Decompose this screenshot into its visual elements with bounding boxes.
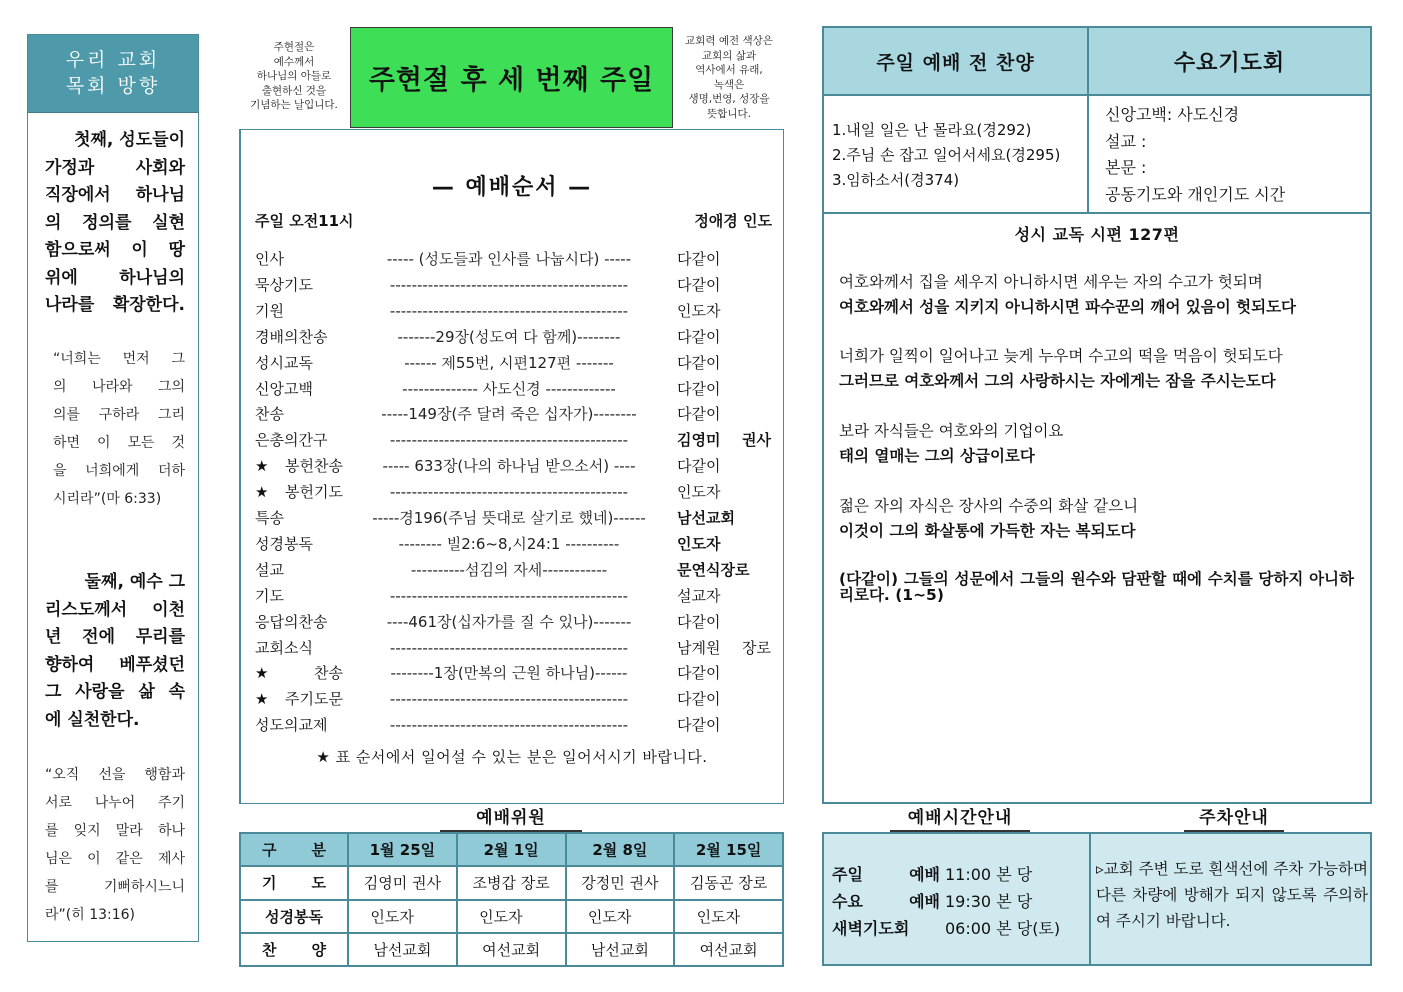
direction-second (45, 569, 185, 734)
text-line: 주현절은 (273, 41, 315, 53)
order-item-leader: 김영미 권사 (677, 431, 771, 450)
cell-text: 인도자 (696, 907, 741, 926)
heading-line: 목회 방향 (65, 75, 161, 97)
psalm-line: 이것이 그의 화살통에 가득한 자는 복되도다 (839, 522, 1136, 540)
order-item-name: 신앙고백 (255, 379, 313, 398)
text-line: 나라를 확장한다. (45, 295, 185, 315)
schedule-time: 11:00 본 당 (945, 865, 1033, 884)
order-of-worship (239, 129, 784, 804)
psalm-line: 여호와께서 성을 지키지 아니하시면 파수꾼의 깨어 있음이 헛되도다 (839, 298, 1297, 316)
church-direction-heading (28, 35, 198, 113)
table-header-cell (240, 833, 348, 866)
text-line: 의 정의를 실현 (45, 212, 185, 233)
right-panel (822, 26, 1372, 804)
text-line: 라”(히 13:16) (45, 907, 136, 923)
text-line: 리스도께서 이천 (45, 599, 185, 620)
order-item-detail: -----경196(주님 뜻대로 살기로 했네)------ (372, 509, 646, 527)
text-line: 를 잊지 말라 하나 (45, 823, 185, 839)
order-row (255, 246, 775, 272)
divider (1089, 834, 1091, 964)
order-item-detail: -------------------------------------------- (389, 690, 629, 709)
order-row (255, 401, 775, 427)
table-row (240, 866, 783, 899)
table-cell (674, 900, 783, 933)
order-item-name: 성도의교제 (255, 716, 328, 735)
order-row (255, 531, 775, 557)
table-cell: 여선교회 (457, 933, 566, 966)
order-item-leader: 다같이 (677, 405, 721, 424)
heading-line: 우리 교회 (65, 49, 161, 71)
wednesday-prayer-heading: 수요기도회 (1089, 28, 1370, 96)
schedule-row (832, 915, 1060, 942)
table-cell: 김동곤 장로 (674, 866, 783, 899)
table-row (240, 933, 783, 966)
table-header-cell: 1월 25일 (348, 833, 457, 866)
order-row (255, 557, 775, 583)
order-row (255, 479, 775, 505)
order-item-detail: ----------섬김의 자세------------ (410, 560, 608, 579)
order-item-name: 기원 (255, 301, 284, 320)
order-row (255, 324, 775, 350)
table-cell (348, 900, 457, 933)
pre-service-hymn-list (824, 96, 1089, 214)
order-row (255, 427, 775, 453)
order-item-leader: 다같이 (677, 612, 721, 631)
text-line: 기념하는 날입니다. (250, 99, 338, 111)
order-item-detail: -------------------------------------------- (389, 716, 629, 735)
schedule-time: 06:00 본 당(토) (945, 919, 1061, 938)
row-header: 성경봉독 (240, 900, 348, 933)
text-line: 시리라”(마 6:33) (53, 491, 162, 507)
order-title: — 예배순서 — (431, 175, 593, 200)
order-row (255, 583, 775, 609)
order-item-detail: -------------------------------------------- (389, 301, 629, 320)
order-row (255, 453, 775, 479)
order-meta (255, 210, 772, 231)
schedule-title: 예배시간안내 (890, 806, 1030, 832)
row-header (240, 866, 348, 899)
quote-hebrews (45, 761, 185, 929)
order-item-detail: ------ 제55번, 시편127편 ------- (404, 353, 614, 372)
table-header-cell: 2월 8일 (566, 833, 675, 866)
order-item-leader: 다같이 (677, 275, 721, 294)
order-row (255, 635, 775, 661)
order-item-leader: 다같이 (677, 250, 721, 268)
text-line: 직장에서 하나님 (45, 185, 185, 205)
order-item-detail: --------1장(만복의 근원 하나님)------ (390, 664, 628, 683)
table-cell: 남선교회 (566, 933, 675, 966)
direction-first (45, 127, 185, 320)
table-row (240, 900, 783, 933)
parking-title: 주차안내 (1184, 806, 1284, 832)
psalm-line: 여호와께서 집을 세우지 아니하시면 세우는 자의 수고가 헛되며 (839, 273, 1263, 291)
schedule-name: 주일 예배 (832, 865, 940, 884)
order-row (255, 376, 775, 402)
text-line: 가정과 사회와 (45, 157, 185, 178)
order-item-detail: ----- (성도들과 인사를 나눕시다) ----- (386, 250, 632, 268)
order-item-name: 성시교독 (255, 353, 313, 372)
order-item-leader: 설교자 (677, 586, 721, 605)
text-line: 출현하신 것을 (261, 84, 327, 97)
pre-service-hymn-heading: 주일 예배 전 찬양 (824, 28, 1089, 96)
order-item-detail: -------------------------------------------- (389, 638, 629, 657)
table-header-cell: 2월 1일 (457, 833, 566, 866)
text-line: 를 기뻐하시느니 (45, 879, 185, 895)
order-item-leader: 다같이 (677, 327, 721, 346)
list-item: 본문 : (1105, 158, 1147, 177)
order-item-name: 경배의찬송 (255, 327, 328, 346)
text-line: 함으로써 이 땅 (45, 240, 185, 260)
text-line: 뜻합니다. (707, 107, 751, 120)
list-item: 신앙고백: 사도신경 (1105, 105, 1240, 124)
cell-text: 구 분 (262, 841, 326, 860)
cell-text: 인도자 (370, 907, 414, 926)
order-row (255, 660, 775, 686)
schedule-row (832, 861, 1032, 888)
quote-matthew (53, 345, 185, 513)
psalm-line: 태의 열매는 그의 상급이로다 (839, 447, 1035, 465)
order-item-name: ★주기도문 (255, 690, 343, 709)
order-item-leader: 다같이 (677, 457, 721, 476)
committee-title: 예배위원 (440, 806, 582, 832)
liturgical-color-note (675, 34, 783, 121)
table-cell (457, 900, 566, 933)
order-item-leader: 문연식장로 (677, 560, 750, 579)
text-line: 예수께서 (273, 55, 315, 68)
table-cell (566, 900, 675, 933)
order-item-leader: 다같이 (677, 690, 721, 709)
table-cell: 여선교회 (674, 933, 783, 966)
psalm-line: 젊은 자의 자식은 장사의 수중의 화살 같으니 (839, 497, 1139, 515)
text-line: 년 전에 무리를 (45, 627, 185, 647)
epiphany-note (242, 40, 346, 113)
order-row (255, 298, 775, 324)
order-row (255, 609, 775, 635)
text-line: 에 실천한다. (45, 709, 140, 730)
schedule-row (832, 888, 1032, 915)
table-cell: 남선교회 (348, 933, 457, 966)
order-item-detail: -------------------------------------------- (389, 431, 629, 450)
order-item-leader: 다같이 (677, 353, 721, 372)
order-item-leader: 인도자 (677, 534, 721, 553)
text-line: “너희는 먼저 그 (53, 351, 185, 367)
cell-text: 인도자 (587, 907, 632, 926)
order-row (255, 505, 775, 531)
order-item-detail: -------------------------------------------- (389, 483, 629, 502)
psalm-line: 그러므로 여호와께서 그의 사랑하시는 자에게는 잠을 주시는도다 (839, 372, 1276, 390)
order-item-name: ★봉헌찬송 (255, 457, 343, 476)
list-item: 설교 : (1105, 131, 1147, 151)
order-row (255, 272, 775, 298)
text-line: 의를 구하라 그리 (53, 407, 185, 423)
order-item-leader: 다같이 (677, 664, 721, 683)
order-row (255, 686, 775, 712)
service-time: 주일 오전11시 (255, 212, 354, 230)
text-line: 교회력 예전 색상은 (685, 35, 773, 47)
text-line: 둘째, 예수 그 (84, 572, 185, 592)
psalm-closing: (다같이) 그들의 성문에서 그들의 원수와 담판할 때에 수치를 당하지 아니하리로다. (1~5) (839, 570, 1354, 604)
text-line: 첫째, 성도들이 (74, 130, 185, 150)
order-item-name: 인사 (255, 250, 284, 268)
order-item-name: ★봉헌기도 (255, 483, 343, 502)
text-line: 하나님의 아들로 (256, 70, 332, 82)
order-footnote: ★ 표 순서에서 일어설 수 있는 분은 일어서시기 바랍니다. (316, 748, 708, 766)
schedule-parking-box (822, 832, 1372, 966)
table-header-cell: 2월 15일 (674, 833, 783, 866)
order-item-leader: 남계원 장로 (677, 638, 771, 657)
order-item-detail: ----461장(십자가를 질 수 있나)------- (386, 612, 632, 631)
order-item-detail: -------------------------------------------- (389, 586, 629, 605)
page-title-text: 주현절 후 세 번째 주일 (368, 65, 655, 96)
order-item-name: 교회소식 (255, 638, 313, 657)
table-cell: 김영미 권사 (348, 866, 457, 899)
order-item-detail: -------29장(성도여 다 함께)-------- (397, 327, 621, 346)
psalm-line: 보라 자식들은 여호와의 기업이요 (839, 422, 1064, 440)
order-item-leader: 다같이 (677, 379, 721, 398)
list-item: 공동기도와 개인기도 시간 (1105, 184, 1286, 204)
committee-table (239, 832, 784, 967)
text-line: 하면 이 모든 것 (53, 435, 185, 451)
text-line: 역사에서 유래, (695, 64, 763, 76)
order-item-name: 묵상기도 (255, 275, 313, 294)
order-item-detail: -------------------------------------------- (389, 275, 629, 294)
table-header-row (240, 833, 783, 866)
order-item-leader: 남선교회 (677, 509, 735, 527)
order-row (255, 712, 775, 738)
text-line: 교회의 삶과 (701, 49, 757, 62)
cell-text: 기 도 (262, 874, 326, 893)
list-item: 2.주님 손 잡고 일어서세요(경295) (832, 146, 1061, 164)
psalm-title: 성시 교독 시편 127편 (1014, 225, 1180, 244)
psalm-line: 너희가 일찍이 일어나고 늦게 누우며 수고의 떡을 먹음이 헛되도다 (839, 347, 1283, 365)
page-title (350, 27, 673, 128)
text-line: 녹색은 (713, 78, 745, 91)
list-item: 1.내일 일은 난 몰라요(경292) (832, 121, 1032, 139)
table-cell: 조병갑 장로 (457, 866, 566, 899)
text-line: 생명,번영, 성장을 (688, 93, 770, 105)
row-header (240, 933, 348, 966)
order-item-name: 찬송 (255, 405, 284, 424)
wednesday-prayer-list (1089, 96, 1370, 214)
list-item: 3.임하소서(경374) (832, 171, 960, 189)
order-item-detail: -------------- 사도신경 ------------- (402, 379, 616, 398)
cell-text: 찬 양 (262, 940, 326, 959)
text-line: 을 너희에게 더하 (53, 463, 185, 479)
text-line: 서로 나누어 주기 (45, 795, 185, 811)
cell-text: 인도자 (479, 907, 523, 926)
order-item-name: 설교 (255, 560, 284, 579)
schedule-time: 19:30 본 당 (945, 892, 1033, 911)
text-line: “오직 선을 행함과 (45, 767, 185, 783)
schedule-name: 수요 예배 (832, 892, 940, 911)
order-item-name: ★찬송 (255, 664, 343, 683)
parking-text: ▹교회 주변 도로 흰색선에 주차 가능하며 다른 차량에 방해가 되지 않도록 주의하여 주시기 바랍니다. (1096, 860, 1368, 930)
text-line: 향하여 베푸셨던 (45, 654, 185, 675)
order-row (255, 350, 775, 376)
order-item-leader: 인도자 (677, 301, 721, 320)
order-item-name: 기도 (255, 586, 284, 605)
text-line: 그 사랑을 삶 속 (45, 682, 185, 702)
order-item-leader: 다같이 (677, 716, 721, 735)
service-leader: 정애경 인도 (694, 212, 772, 230)
order-item-name: 성경봉독 (255, 534, 313, 553)
order-item-name: 응답의찬송 (255, 612, 328, 631)
order-item-detail: -------- 빌2:6~8,시24:1 ---------- (398, 534, 620, 553)
order-item-detail: -----149장(주 달려 죽은 십자가)-------- (381, 405, 637, 424)
order-item-name: 은총의간구 (255, 431, 328, 450)
order-item-name: 특송 (255, 509, 284, 527)
table-cell: 강정민 권사 (566, 866, 675, 899)
text-line: 님은 이 같은 제사 (45, 851, 185, 867)
text-line: 의 나라와 그의 (53, 379, 185, 395)
order-item-detail: ----- 633장(나의 하나님 받으소서) ---- (382, 457, 636, 476)
church-direction-panel (27, 34, 199, 942)
order-item-leader: 인도자 (677, 483, 721, 502)
text-line: 위에 하나님의 (45, 267, 185, 288)
schedule-name: 새벽기도회 (832, 919, 910, 938)
